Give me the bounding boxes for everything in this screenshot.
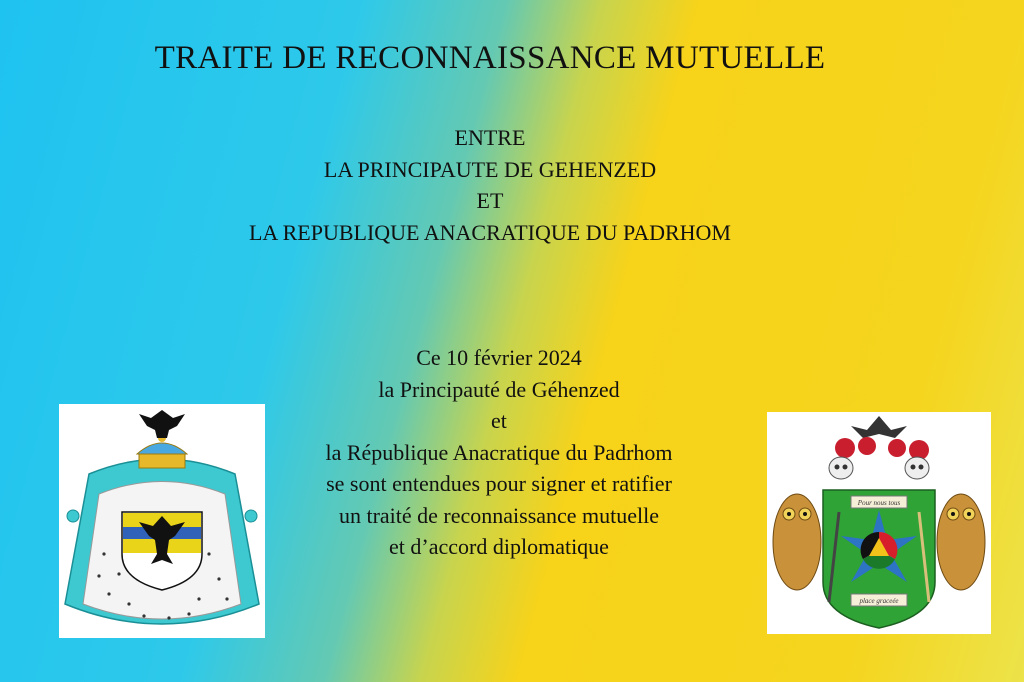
coat-of-arms-padrhom-icon xyxy=(767,412,991,634)
coat-of-arms-gehenzed-icon xyxy=(59,404,265,638)
parties-gehenzed: LA PRINCIPAUTE DE GEHENZED xyxy=(323,156,657,182)
statement-gehenzed: la Principauté de Géhenzed xyxy=(378,376,620,402)
statement-agreement: se sont entendues pour signer et ratifier xyxy=(326,471,672,496)
statement-padrhom: la République Anacratique du Padrhom xyxy=(325,439,673,465)
parties-et: ET xyxy=(476,188,504,213)
parties-padrhom: LA REPUBLIQUE ANACRATIQUE DU PADRHOM xyxy=(248,219,731,245)
treaty-statement xyxy=(254,342,744,563)
statement-diplomatic: et d’accord diplomatique xyxy=(389,534,609,559)
statement-recognition: un traité de reconnaissance mutuelle xyxy=(338,502,660,528)
padrhom-coat-of-arms xyxy=(767,412,991,634)
statement-date: Ce 10 février 2024 xyxy=(416,345,582,370)
gehenzed-coat-of-arms xyxy=(59,404,265,638)
statement-et: et xyxy=(491,408,507,433)
svg-text:Pour nous tous: Pour nous tous xyxy=(857,499,901,507)
svg-text:place graceée: place graceée xyxy=(859,597,899,605)
parties-entre: ENTRE xyxy=(454,125,526,150)
parties-block xyxy=(0,122,980,248)
treaty-title: TRAITE DE RECONNAISSANCE MUTUELLE xyxy=(154,40,826,76)
